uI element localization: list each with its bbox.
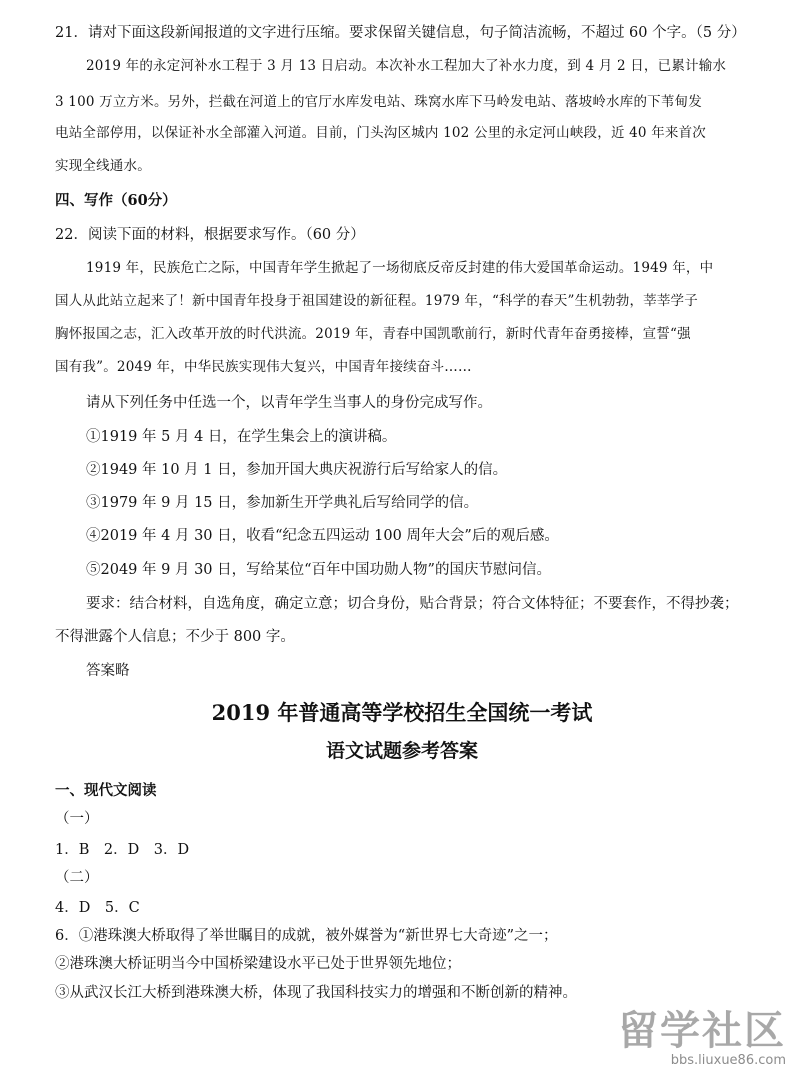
- watermark-logo: 留学社区: [618, 1008, 786, 1054]
- task-option-4: ④2019 年 4 月 30 日，收看“纪念五四运动 100 周年大会”后的观后感。: [86, 528, 559, 544]
- site-watermark: [618, 1008, 786, 1068]
- section-4-heading: 四、写作（60分）: [55, 192, 177, 209]
- task-option-2: ②1949 年 10 月 1 日，参加开国大典庆祝游行后写给家人的信。: [86, 462, 508, 478]
- part-2-label: （二）: [55, 870, 99, 886]
- task-intro: 请从下列任务中任选一个，以青年学生当事人的身份完成写作。: [86, 395, 492, 411]
- q22-material-line-4: 国有我”。2049 年，中华民族实现伟大复兴，中国青年接续奋斗……: [55, 359, 472, 375]
- q6-answer-line-3: ③从武汉长江大桥到港珠澳大桥，体现了我国科技实力的增强和不断创新的精神。: [55, 985, 577, 1001]
- q21-passage-line-1: 2019 年的永定河补水工程于 3 月 13 日启动。本次补水工程加大了补水力度，到 4 月 2 日，已累计输水: [86, 58, 727, 74]
- answer-key-subtitle: 语文试题参考答案: [325, 740, 478, 762]
- requirements-line-1: 要求：结合材料，自选角度，确定立意；切合身份，贴合背景；符合文体特征；不要套作，不得抄袭；: [86, 596, 739, 612]
- part-1-answers: 1．B 2．D 3．D: [55, 842, 190, 858]
- watermark-url: bbs.liuxue86.com: [670, 1053, 786, 1068]
- q22-material-line-3: 胸怀报国之志，汇入改革开放的时代洪流。2019 年，青春中国凯歌前行，新时代青年奋勇接棒，宣誓“强: [55, 326, 691, 342]
- q6-answer-line-1: 6．①港珠澳大桥取得了举世瞩目的成就，被外媒誉为“新世界七大奇迹”之一；: [55, 928, 558, 944]
- q22-material-line-2: 国人从此站立起来了！新中国青年投身于祖国建设的新征程。1979 年，“科学的春天”生机勃勃，莘莘学子: [55, 293, 698, 309]
- q21-passage-line-2: 3 100 万立方米。另外，拦截在河道上的官厅水库发电站、珠窝水库下马岭发电站、落坡岭水库的下苇甸发: [55, 94, 702, 110]
- section-1-heading: 一、现代文阅读: [55, 782, 157, 799]
- q21-passage-line-3: 电站全部停用，以保证补水全部灌入河道。目前，门头沟区城内 102 公里的永定河山峡段，近 40 年来首次: [55, 125, 707, 141]
- answer-omitted-note: 答案略: [86, 663, 130, 679]
- task-option-5: ⑤2049 年 9 月 30 日，写给某位“百年中国功勋人物”的国庆节慰问信。: [86, 562, 551, 578]
- task-option-3: ③1979 年 9 月 15 日，参加新生开学典礼后写给同学的信。: [86, 495, 479, 511]
- q22-material-line-1: 1919 年，民族危亡之际，中国青年学生掀起了一场彻底反帝反封建的伟大爱国革命运动。1949 年，中: [86, 260, 714, 276]
- q21-passage-line-4: 实现全线通水。: [55, 158, 151, 174]
- part-2-answers: 4．D 5．C: [55, 900, 140, 916]
- question-21-prompt: 21．请对下面这段新闻报道的文字进行压缩。要求保留关键信息，句子简洁流畅，不超过 60 个字。（5 分）: [55, 25, 746, 41]
- requirements-line-2: 不得泄露个人信息；不少于 800 字。: [55, 629, 295, 645]
- part-1-label: （一）: [55, 811, 99, 827]
- answer-key-title: 2019 年普通高等学校招生全国统一考试: [211, 700, 593, 725]
- q6-answer-line-2: ②港珠澳大桥证明当今中国桥梁建设水平已处于世界领先地位；: [55, 956, 461, 972]
- question-22-prompt: 22．阅读下面的材料，根据要求写作。（60 分）: [55, 227, 365, 243]
- task-option-1: ①1919 年 5 月 4 日，在学生集会上的演讲稿。: [86, 429, 397, 445]
